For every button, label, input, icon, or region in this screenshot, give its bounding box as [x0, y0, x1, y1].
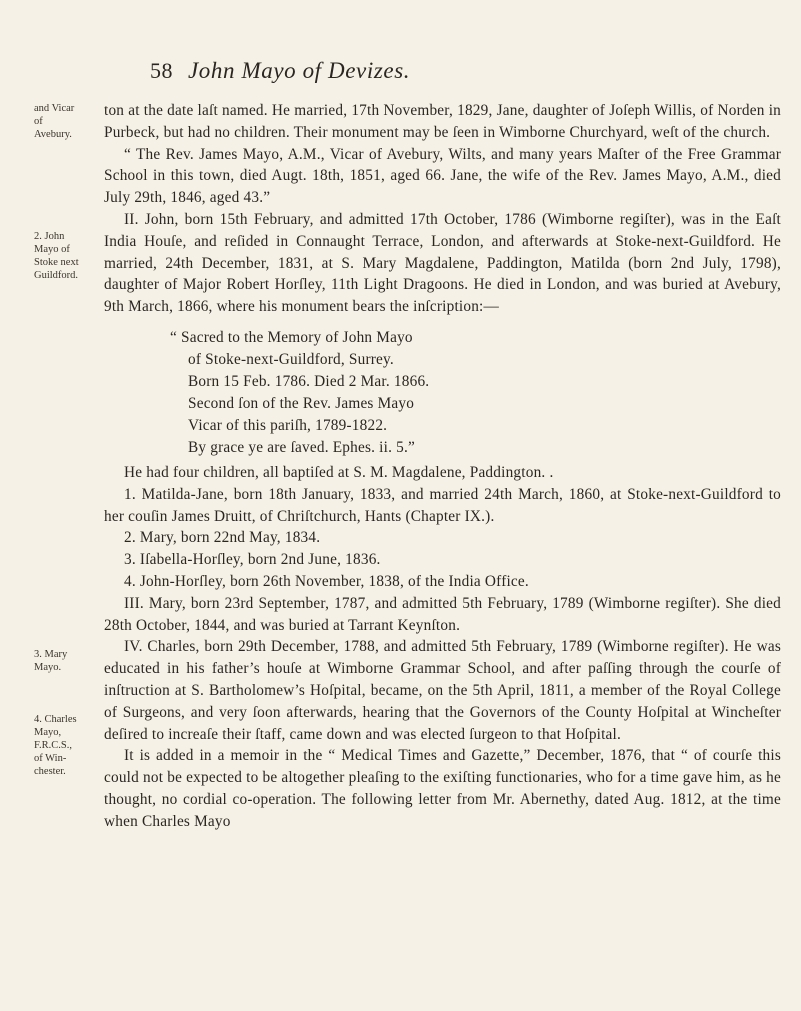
margin-note-avebury: and Vicar of Avebury. — [34, 103, 75, 140]
child-list-item: 2. Mary, born 22nd May, 1834. — [124, 529, 321, 547]
inscription-line: Second ſon of the Rev. James Mayo — [188, 394, 415, 412]
inscription-line: of Stoke-next-Guildford, Surrey. — [188, 350, 394, 368]
page-number: 58 — [150, 58, 173, 83]
margin-note-john-mayo: 2. John Mayo of Stoke next Guildford. — [34, 231, 79, 281]
page-header — [0, 58, 801, 98]
margin-note-charles-mayo: 4. Charles Mayo, F.R.C.S., of Win-chester. — [34, 714, 77, 777]
inscription-line: Born 15 Feb. 1786. Died 2 Mar. 1866. — [188, 372, 430, 390]
paragraph-mary: III. Mary, born 23rd September, 1787, and admitted 5th February, 1789 (Wimborne regiſter). She died 28th October, 1844, and was buried at Tarrant Keynſton. — [104, 594, 781, 634]
paragraph-memoir: It is added in a memoir in the “ Medical Times and Gazette,” December, 1876, that “ of courſe this could not be expected to be altogether pleaſing to the exiſting functionaries, who for a time gave him, as he thought, no cordial co-operation. The following letter from Mr. Abernethy, dated Aug. 1812, at the time when Charles Mayo — [104, 747, 781, 830]
paragraph-john: II. John, born 15th February, and admitted 17th October, 1786 (Wimborne regiſter), was in the Eaſt India Houſe, and reſided in Connaught Terrace, London, and afterwards at Stoke-next-Guildford. He married, 24th December, 1831, at S. Mary Magdalene, Paddington, Matilda (born 2nd July, 1798), daughter of Major Robert Horſley, 11th Light Dragoons. He died in London, and was buried at Avebury, 9th March, 1866, where his monument bears the inſcription:— — [104, 210, 781, 316]
inscription-line: “ Sacred to the Memory of John Mayo — [170, 328, 413, 346]
child-list-item: 1. Matilda-Jane, born 18th January, 1833, and married 24th March, 1860, at Stoke-next-Guildford to her couſin James Druitt, of Chriſtchurch, Hants (Chapter IX.). — [104, 485, 781, 525]
child-list-item: 3. Iſabella-Horſley, born 2nd June, 1836. — [124, 551, 381, 569]
inscription — [170, 327, 781, 459]
running-title: John Mayo of Devizes. — [188, 58, 411, 83]
paragraph-charles: IV. Charles, born 29th December, 1788, and admitted 5th February, 1789 (Wimborne regiſter). He was educated in his father’s houſe at Wimborne Grammar School, and after paſſing through the courſe of inſtruction at S. Bartholomew’s Hoſpital, became, on the 5th April, 1811, a member of the Royal College of Surgeons, and very ſoon afterwards, hearing that the Governors of the County Hoſpital at Wincheſter deſired to increaſe their ſtaff, came down and was elected ſurgeon to that Hoſpital. — [104, 638, 781, 743]
paragraph-four-children: He had four children, all baptiſed at S. M. Magdalene, Paddington. . — [124, 463, 554, 481]
inscription-line: Vicar of this pariſh, 1789-1822. — [188, 416, 388, 434]
paragraph-monument-quote: “ The Rev. James Mayo, A.M., Vicar of Avebury, Wilts, and many years Maſter of the Free Grammar School in this town, died Augt. 18th, 1851, aged 66. Jane, the wife of the Rev. James Mayo, A.M., died July 29th, 1846, aged 43.” — [104, 145, 781, 207]
child-list-item: 4. John-Horſley, born 26th November, 1838, of the India Office. — [124, 572, 529, 590]
inscription-line: By grace ye are ſaved. Ephes. ii. 5.” — [188, 438, 415, 456]
main-text — [104, 100, 781, 833]
margin-note-mary-mayo: 3. Mary Mayo. — [34, 649, 68, 673]
paragraph-jane-willis: ton at the date laſt named. He married, 17th November, 1829, Jane, daughter of Joſeph Willis, of Norden in Purbeck, but had no children. Their monument may be ſeen in Wimborne Churchyard, weſt of the church. — [104, 102, 781, 141]
